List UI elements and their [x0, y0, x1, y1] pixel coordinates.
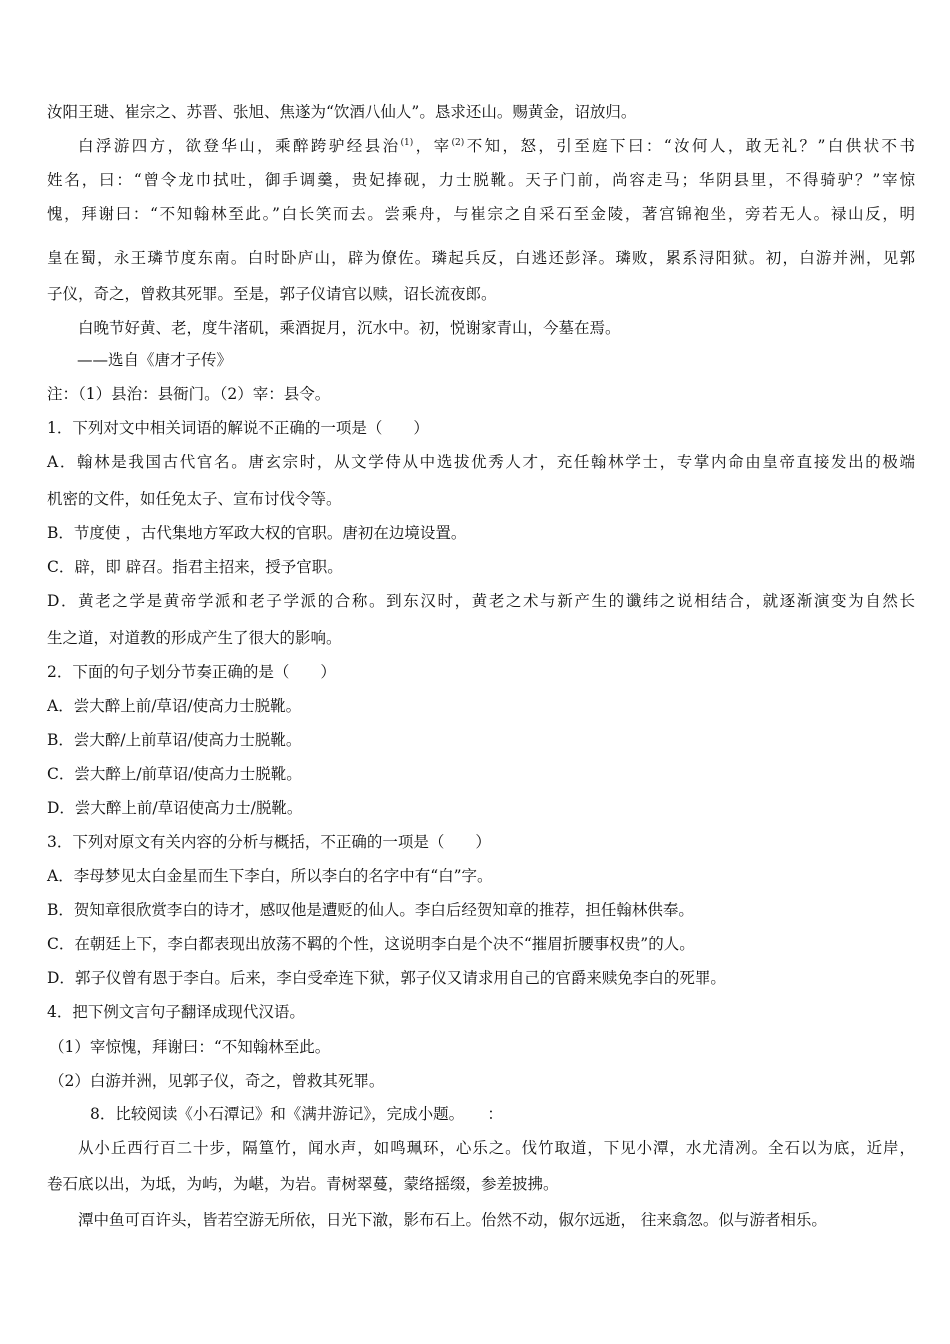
question-stem: 3．下列对原文有关内容的分析与概括，不正确的一项是（ ） [47, 833, 491, 851]
passage2-line: 潭中鱼可百许头，皆若空游无所依，日光下澈，影布石上。佁然不动，俶尔远逝， 往来翕忽。似与游者相乐。 [78, 1211, 827, 1229]
passage1-line: 皇在蜀，永王璘节度东南。白时卧庐山，辟为僚佐。璘起兵反，白逃还彭泽。璘败，累系浔阳狱。初，白游并洲，见郭 [47, 249, 915, 267]
option-line: A．尝大醉上前/草诏/使高力士脱靴。 [47, 697, 302, 715]
option-line: D．尝大醉上前/草诏使高力士/脱靴。 [47, 799, 303, 817]
passage1-line: 姓名，曰：“曾令龙巾拭吐，御手调羹，贵妃捧砚，力士脱靴。天子门前，尚容走马；华阴县里，不得骑驴？”宰惊 [47, 171, 915, 189]
passage1-line: 白晚节好黄、老，度牛渚矶，乘酒捉月，沉水中。初，悦谢家青山，今墓在焉。 [78, 319, 621, 337]
option-line: B．尝大醉/上前草诏/使高力士脱靴。 [47, 731, 302, 749]
option-line: C．尝大醉上/前草诏/使高力士脱靴。 [47, 765, 302, 783]
option-line: C．在朝廷上下，李白都表现出放荡不羁的个性，这说明李白是个决不“摧眉折腰事权贵”的人。 [47, 935, 695, 953]
passage2-line: 从小丘西行百二十步，隔篁竹，闻水声，如鸣珮环，心乐之。伐竹取道，下见小潭，水尤清冽。全石以为底，近岸， [78, 1139, 915, 1157]
translation-item: （2）白游并洲，见郭子仪，奇之，曾救其死罪。 [49, 1072, 385, 1090]
option-line: D．黄老之学是黄帝学派和老子学派的合称。到东汉时，黄老之术与新产生的谶纬之说相结合，就逐渐演变为自然长 [47, 592, 915, 610]
source-line: ——选自《唐才子传》 [77, 351, 233, 369]
option-line: 机密的文件，如任免太子、宣布讨伐令等。 [47, 490, 342, 508]
question-stem: 4．把下例文言句子翻译成现代汉语。 [47, 1003, 305, 1021]
passage1-text: ，宰 [413, 137, 452, 155]
option-line: 生之道，对道教的形成产生了很大的影响。 [47, 629, 342, 647]
option-line: D．郭子仪曾有恩于李白。后来，李白受牵连下狱，郭子仪又请求用自己的官爵来赎免李白的死罪。 [47, 969, 726, 987]
option-line: A．翰林是我国古代官名。唐玄宗时，从文学侍从中选拔优秀人才，充任翰林学士，专掌内命由皇帝直接发出的极端 [47, 453, 915, 471]
passage1-line: 愧，拜谢曰：“不知翰林至此。”白长笑而去。尝乘舟，与崔宗之自采石至金陵，著宫锦袍坐，旁若无人。禄山反，明 [47, 205, 915, 223]
question-stem: 2．下面的句子划分节奏正确的是（ ） [47, 663, 336, 681]
question-stem: 1．下列对文中相关词语的解说不正确的一项是（ ） [47, 419, 429, 437]
question-stem: 8．比较阅读《小石潭记》和《满井游记》，完成小题。 ： [90, 1105, 503, 1123]
option-line: B．节度使 ，古代集地方军政大权的官职。唐初在边境设置。 [47, 524, 467, 542]
footnote-mark: (1) [400, 138, 414, 148]
notes-line: 注：（1）县治：县衙门。（2）宰：县令。 [47, 385, 331, 403]
passage1-text: 不知，怒，引至庭下曰：“汝何人，敢无礼？”白供状不书 [464, 137, 915, 155]
passage1-line: 汝阳王琎、崔宗之、苏晋、张旭、焦遂为“饮酒八仙人”。恳求还山。赐黄金，诏放归。 [47, 103, 637, 121]
option-line: B．贺知章很欣赏李白的诗才，感叹他是遭贬的仙人。李白后经贺知章的推荐，担任翰林供奉。 [47, 901, 694, 919]
option-line: C．辟，即 辟召。指君主招来，授予官职。 [47, 558, 343, 576]
passage1-line [78, 136, 915, 156]
translation-item: （1）宰惊愧，拜谢曰：“不知翰林至此。 [49, 1038, 331, 1056]
passage2-line: 卷石底以出，为坻，为屿，为嵁，为岩。青树翠蔓，蒙络摇缀，参差披拂。 [47, 1175, 559, 1193]
option-line: A．李母梦见太白金星而生下李白，所以李白的名字中有“白”字。 [47, 867, 493, 885]
passage1-text: 白浮游四方，欲登华山，乘醉跨驴经县治 [78, 137, 401, 155]
passage1-line: 子仪，奇之，曾救其死罪。至是，郭子仪请官以赎，诏长流夜郎。 [47, 285, 497, 303]
footnote-mark: (2) [451, 138, 465, 148]
